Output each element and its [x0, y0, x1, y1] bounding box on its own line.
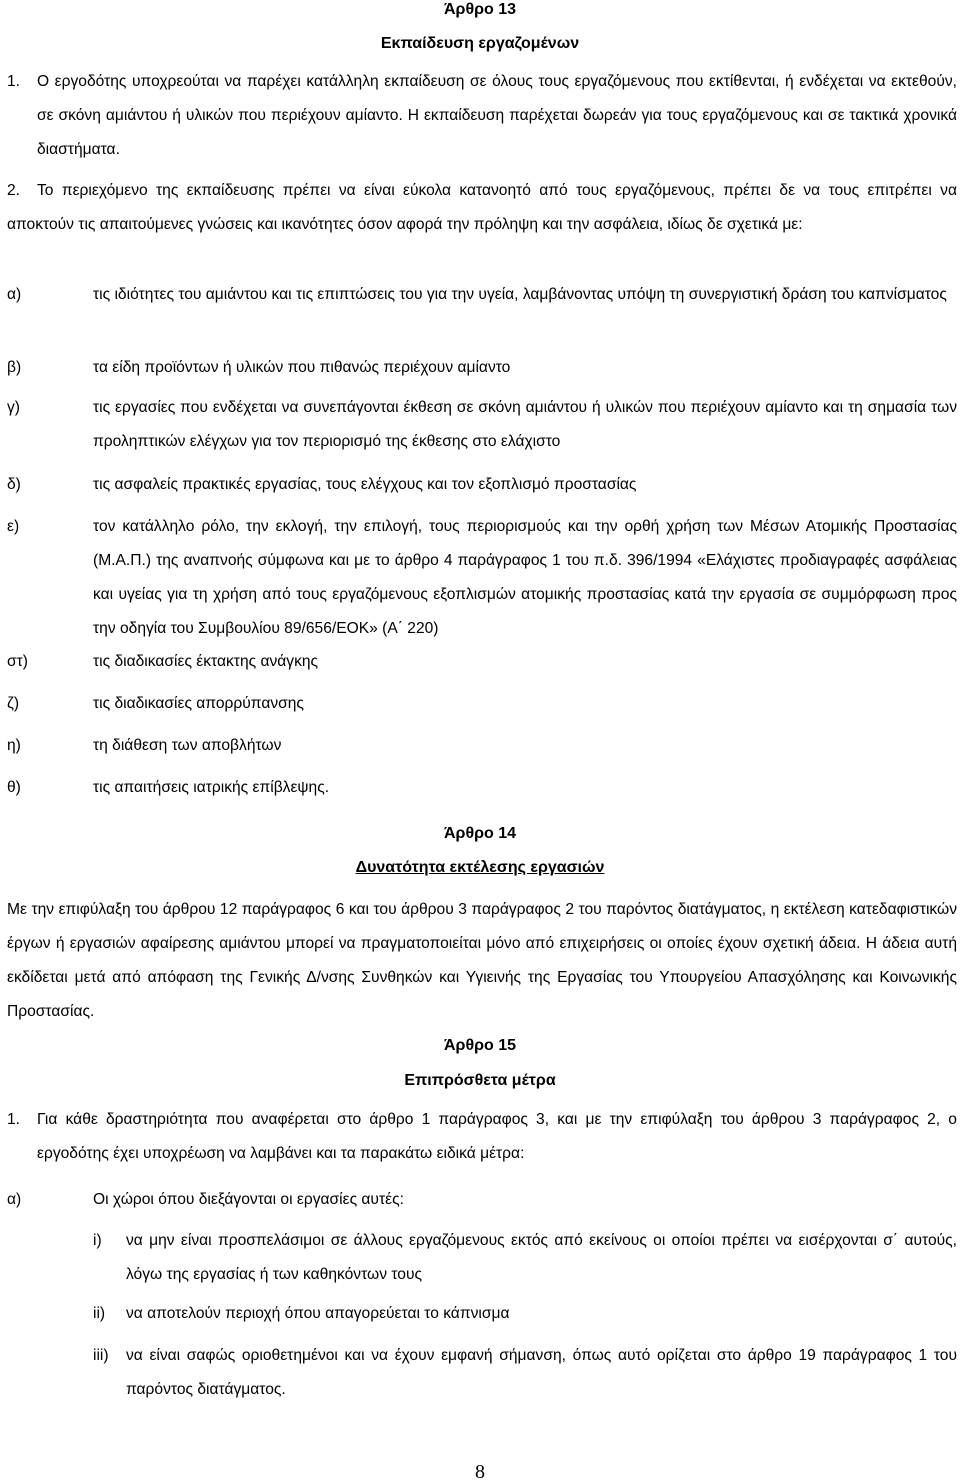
paragraph-number: 2.: [7, 182, 21, 199]
article-13-paragraph-1: Ο εργοδότης υποχρεούται να παρέχει κατάλληλη εκπαίδευση σε όλους τους εργαζόμενους που εκτίθενται, ή ενδέχεται να εκτεθούν, σε σκόνη αμιάντου ή υλικών που περιέχουν αμίαντο. Η εκπαίδευση παρέχεται δωρεάν για τους εργαζόμενους και σε τακτικά χρονικά διαστήματα.: [37, 73, 957, 158]
list-item: τις εργασίες που ενδέχεται να συνεπάγονται έκθεση σε σκόνη αμιάντου ή υλικών που περιέχουν αμίαντο και τη σημασία των προληπτικών ελέγχων για τον περιορισμό της έκθεσης στο ελάχιστο: [93, 399, 957, 450]
list-item-label: ε): [7, 518, 20, 535]
page-number: 8: [475, 1461, 485, 1483]
list-item-label: β): [7, 359, 22, 376]
paragraph-number: 1.: [7, 1111, 21, 1128]
article-15-paragraph-1: Για κάθε δραστηριότητα που αναφέρεται στο άρθρο 1 παράγραφος 3, και με την επιφύλαξη του άρθρου 3 παράγραφος 2, ο εργοδότης έχει υποχρέωση να λαμβάνει και τα παρακάτω ειδικά μέτρα:: [37, 1111, 957, 1162]
sub-item: να είναι σαφώς οριοθετημένοι και να έχουν εμφανή σήμανση, όπως αυτό ορίζεται στο άρθρο 19 παράγραφος 1 του παρόντος διατάγματος.: [126, 1347, 957, 1398]
sub-item-label: ii): [93, 1305, 106, 1322]
list-item-label: ζ): [7, 695, 20, 712]
list-item: Οι χώροι όπου διεξάγονται οι εργασίες αυτές:: [93, 1191, 404, 1208]
list-item-label: θ): [7, 779, 21, 796]
article-14-title: Άρθρο 14: [443, 825, 516, 842]
list-item: τις ασφαλείς πρακτικές εργασίας, τους ελέγχους και τον εξοπλισμό προστασίας: [93, 476, 637, 493]
article-15-title: Άρθρο 15: [443, 1037, 516, 1054]
list-item: τις ιδιότητες του αμιάντου και τις επιπτώσεις του για την υγεία, λαμβάνοντας υπόψη τη συνεργιστική δράση του καπνίσματος: [93, 286, 947, 303]
list-item-label: α): [7, 286, 22, 303]
article-15-subtitle: Επιπρόσθετα μέτρα: [404, 1072, 556, 1089]
list-item: τα είδη προϊόντων ή υλικών που πιθανώς περιέχουν αμίαντο: [93, 359, 511, 376]
article-13-title: Άρθρο 13: [443, 1, 516, 18]
list-item: τις απαιτήσεις ιατρικής επίβλεψης.: [93, 779, 330, 796]
list-item: τις διαδικασίες έκτακτης ανάγκης: [93, 653, 319, 670]
list-item: τον κατάλληλο ρόλο, την εκλογή, την επιλογή, τους περιορισμούς και την ορθή χρήση των Μέσων Ατομικής Προστασίας (Μ.Α.Π.) της αναπνοής σύμφωνα και με το άρθρο 4 παράγραφος 1 του π.δ. 396/1994 «Ελάχιστες προδιαγραφές ασφάλειας και υγείας για τη χρήση από τους εργαζόμενους εξοπλισμών ατομικής προστασίας κατά την εργασία σε συμμόρφωση προς την οδηγία του Συμβουλίου 89/656/ΕΟΚ» (Α΄ 220): [93, 518, 957, 637]
list-item: τη διάθεση των αποβλήτων: [93, 737, 282, 754]
list-item-label: η): [7, 737, 21, 754]
article-13-paragraph-2: Το περιεχόμενο της εκπαίδευσης πρέπει να είναι εύκολα κατανοητό από τους εργαζόμενους, πρέπει δε να τους επιτρέπει να αποκτούν τις απαιτούμενες γνώσεις και ικανότητες όσον αφορά την πρόληψη και την ασφάλεια, ιδίως δε σχετικά με:: [7, 182, 957, 233]
article-14-subtitle: Δυνατότητα εκτέλεσης εργασιών: [355, 859, 605, 876]
sub-item: να μην είναι προσπελάσιμοι σε άλλους εργαζόμενους εκτός από εκείνους οι οποίοι πρέπει να εισέρχονται σ΄ αυτούς, λόγω της εργασίας ή των καθηκόντων τους: [126, 1232, 957, 1283]
list-item-label: δ): [7, 476, 21, 493]
paragraph-number: 1.: [7, 73, 21, 90]
list-item: τις διαδικασίες απορρύπανσης: [93, 695, 304, 712]
sub-item-label: i): [93, 1232, 102, 1249]
list-item-label: στ): [7, 653, 28, 670]
article-13-subtitle: Εκπαίδευση εργαζομένων: [380, 35, 580, 52]
sub-item: να αποτελούν περιοχή όπου απαγορεύεται το κάπνισμα: [126, 1305, 510, 1322]
list-item-label: α): [7, 1191, 22, 1208]
article-14-paragraph: Με την επιφύλαξη του άρθρου 12 παράγραφος 6 και του άρθρου 3 παράγραφος 2 του παρόντος διατάγματος, η εκτέλεση κατεδαφιστικών έργων ή εργασιών αφαίρεσης αμιάντου μπορεί να πραγματοποιείται μόνο από επιχειρήσεις οι οποίες έχουν σχετική άδεια. Η άδεια αυτή εκδίδεται μετά από απόφαση της Γενικής Δ/νσης Συνθηκών και Υγιεινής της Εργασίας του Υπουργείου Απασχόλησης και Κοινωνικής Προστασίας.: [7, 901, 957, 1020]
list-item-label: γ): [7, 399, 20, 416]
sub-item-label: iii): [93, 1347, 109, 1364]
